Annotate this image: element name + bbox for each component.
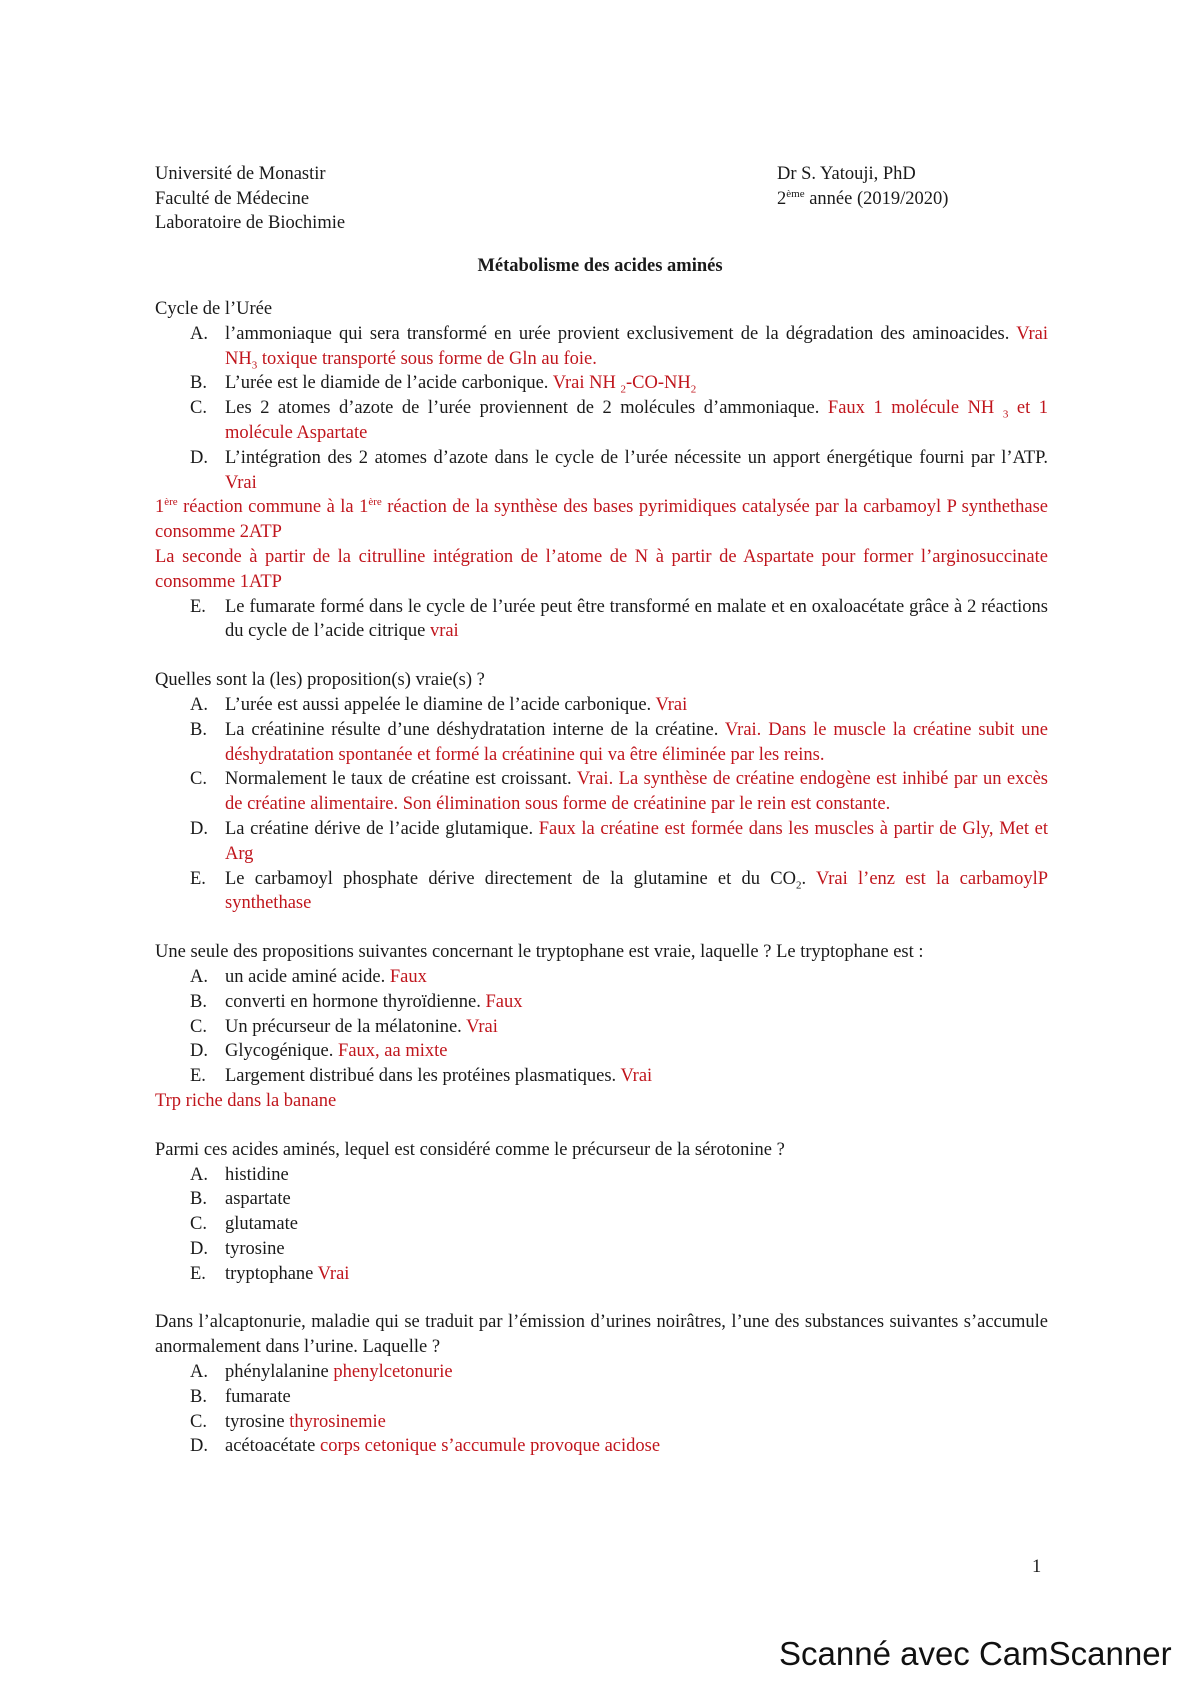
explanation-note: La seconde à partir de la citrulline intégration de l’atome de N à partir de Aspartate pour former l’arginosuccinate consomme 1ATP	[155, 546, 1048, 592]
explanation-note: 1ère réaction commune à la 1ère réaction de la synthèse des bases pyrimidiques catalysée par la carbamoyl P synthethase consomme 2ATP	[155, 496, 1048, 543]
option-b: B. fumarate	[190, 1386, 291, 1407]
laboratory-name: Laboratoire de Biochimie	[155, 213, 346, 233]
option-d: D. acétoacétate corps cetonique s’accumule provoque acidose	[190, 1436, 661, 1457]
option-e: E. Le carbamoyl phosphate dérive directement de la glutamine et du $CO_2$. Vrai l’enz est la carbamoylP synthethase	[190, 868, 1049, 914]
answer-note: Faux la créatine est formée dans les muscles à partir de Gly, Met et Arg	[225, 818, 1048, 864]
option-c: C. Les 2 atomes d’azote de l’urée proviennent de 2 molécules d’ammoniaque. Faux 1 molécule NH $_3$ et 1 molécule Aspartate	[190, 398, 1048, 443]
document-header	[155, 162, 1000, 237]
option-d: D. tyrosine	[190, 1238, 285, 1259]
answer-note: Faux	[389, 966, 427, 987]
institution-block	[155, 162, 345, 236]
option-c: C. tyrosine thyrosinemie	[190, 1411, 386, 1432]
option-c: C. Normalement le taux de créatine est croissant. Vrai. La synthèse de créatine endogène est inhibé par un excès de créatine alimentaire. Son élimination sous forme de créatinine par le rein est constante.	[190, 769, 1048, 815]
option-c: C. Un précurseur de la mélatonine. Vrai	[190, 1016, 498, 1037]
answer-note: Vrai l’enz est la carbamoylP synthethase	[225, 868, 1049, 914]
answer-note: vrai	[429, 621, 459, 642]
option-a: A. phénylalanine phenylcetonurie	[190, 1362, 453, 1383]
answer-note: corps cetonique s’accumule provoque acidose	[319, 1436, 661, 1457]
option-c: C. glutamate	[190, 1214, 298, 1235]
question-alkaptonuria	[155, 1310, 1048, 1459]
question-true-propositions	[155, 668, 1048, 916]
answer-note: Vrai	[466, 1016, 498, 1037]
answer-note: Vrai	[317, 1263, 350, 1284]
author-name: Dr S. Yatouji, PhD	[777, 164, 916, 184]
author-block	[777, 162, 948, 211]
academic-year: 2ème année (2019/2020)	[777, 187, 949, 209]
question-title: Cycle de l’Urée	[155, 299, 273, 319]
university-name: Université de Monastir	[155, 164, 326, 184]
answer-note: thyrosinemie	[289, 1411, 386, 1432]
faculty-name: Faculté de Médecine	[155, 188, 310, 209]
question-title: Une seule des propositions suivantes concernant le tryptophane est vraie, laquelle ? Le tryptophane est :	[155, 942, 924, 963]
page-title: Métabolisme des acides aminés	[477, 256, 723, 276]
answer-note: Vrai. Dans le muscle la créatine subit une déshydratation spontanée et formé la créatinine qui va être éliminée par les reins.	[225, 719, 1048, 765]
answer-note: Faux, aa mixte	[338, 1041, 448, 1062]
page-number: 1	[1032, 1557, 1042, 1577]
option-b: B. La créatinine résulte d’une déshydratation interne de la créatine. Vrai. Dans le muscle la créatine subit une déshydratation spontanée et formé la créatinine qui va être éliminée par les reins.	[190, 719, 1048, 765]
answer-note: Vrai	[225, 472, 257, 493]
explanation-note: Trp riche dans la banane	[155, 1090, 337, 1111]
option-e: E. tryptophane Vrai	[190, 1263, 350, 1284]
option-b: B. L’urée est le diamide de l’acide carbonique. Vrai NH $_2-CO-NH_2$	[190, 373, 697, 397]
question-tryptophan	[155, 940, 1048, 1114]
question-urea-cycle	[155, 297, 1048, 644]
answer-note: Faux 1 molécule NH $_3$ et 1 molécule Aspartate	[225, 398, 1048, 443]
answer-note: Vrai	[655, 694, 688, 715]
option-d: D. La créatine dérive de l’acide glutamique. Faux la créatine est formée dans les muscles à partir de Gly, Met et Arg	[190, 818, 1048, 864]
question-title: Dans l’alcaptonurie, maladie qui se traduit par l’émission d’urines noirâtres, l’une des substances suivantes s’accumule anormalement dans l’urine. Laquelle ?	[155, 1312, 1048, 1358]
option-b: B. aspartate	[190, 1189, 291, 1210]
option-a: A. un acide aminé acide. Faux	[190, 966, 427, 987]
answer-note: Faux	[485, 991, 523, 1012]
option-a: A. L’urée est aussi appelée le diamine de l’acide carbonique. Vrai	[190, 694, 688, 715]
question-title: Parmi ces acides aminés, lequel est considéré comme le précurseur de la sérotonine ?	[155, 1139, 785, 1160]
answer-note: Vrai NH $_2-CO-NH_2$	[552, 373, 697, 397]
answer-note: Vrai. La synthèse de créatine endogène est inhibé par un excès de créatine alimentaire. Son élimination sous forme de créatinine par le rein est constante.	[225, 769, 1048, 815]
option-d: D. Glycogénique. Faux, aa mixte	[190, 1041, 448, 1062]
question-serotonin	[155, 1138, 1048, 1287]
scanner-watermark: Scanné avec CamScanner	[779, 1635, 1172, 1672]
answer-note: Vrai	[620, 1066, 653, 1087]
answer-note: Vrai $NH_3$ toxique transporté sous forme de Gln au foie.	[225, 323, 1048, 372]
option-b: B. converti en hormone thyroïdienne. Faux	[190, 991, 523, 1012]
option-e: E. Le fumarate formé dans le cycle de l’urée peut être transformé en malate et en oxaloacétate grâce à 2 réactions du cycle de l’acide citrique vrai	[190, 596, 1048, 642]
option-d: D. L’intégration des 2 atomes d’azote dans le cycle de l’urée nécessite un apport énergétique fourni par l’ATP. Vrai	[190, 447, 1048, 493]
option-e: E. Largement distribué dans les protéines plasmatiques. Vrai	[190, 1066, 653, 1087]
question-title: Quelles sont la (les) proposition(s) vraie(s) ?	[155, 670, 485, 691]
option-a: A. histidine	[190, 1164, 289, 1185]
document-body	[155, 297, 1048, 1483]
answer-note: phenylcetonurie	[333, 1362, 453, 1383]
option-a: A. l’ammoniaque qui sera transformé en urée provient exclusivement de la dégradation des aminoacides. Vrai $NH_3$ toxique transporté sous forme de Gln au foie.	[190, 323, 1048, 372]
